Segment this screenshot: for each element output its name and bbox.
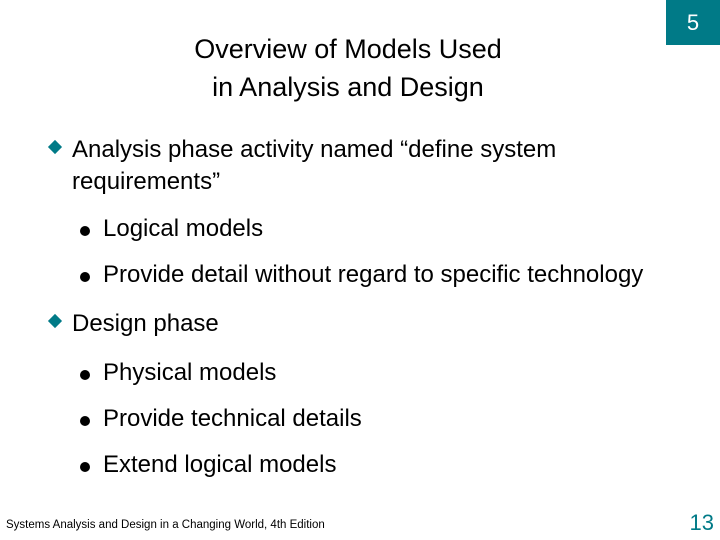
sub-bullet-item (103, 403, 362, 435)
sub-bullet-text: Provide technical details (103, 405, 362, 432)
bullet-text: Design phase (72, 310, 219, 337)
bullet-text: Analysis phase activity named “define system requirements” (72, 136, 557, 195)
slide-title-line: Overview of Models Used (194, 34, 502, 64)
slide-title-line: in Analysis and Design (212, 72, 484, 102)
page-number: 13 (689, 510, 714, 535)
sub-bullet-item (103, 213, 263, 245)
diamond-bullet-icon (46, 309, 64, 333)
dot-bullet-icon (80, 462, 90, 472)
dot-bullet-icon (80, 416, 90, 426)
chapter-number: 5 (686, 9, 700, 35)
bullet-item-analysis (72, 134, 662, 198)
bullet-item-design (72, 308, 662, 340)
sub-bullet-text: Logical models (103, 215, 264, 242)
sub-bullet-item (103, 357, 276, 389)
dot-bullet-icon (80, 370, 90, 380)
dot-bullet-icon (80, 272, 90, 282)
sub-bullet-item (103, 259, 643, 291)
diamond-bullet-icon (46, 135, 64, 159)
dot-bullet-icon (80, 226, 90, 236)
sub-bullet-text: Physical models (103, 359, 277, 386)
sub-bullet-text: Provide detail without regard to specific technology (103, 261, 644, 288)
slide-footer: Systems Analysis and Design in a Changing World, 4th Edition (6, 519, 325, 531)
sub-bullet-text: Extend logical models (103, 451, 337, 478)
sub-bullet-item (103, 449, 336, 481)
